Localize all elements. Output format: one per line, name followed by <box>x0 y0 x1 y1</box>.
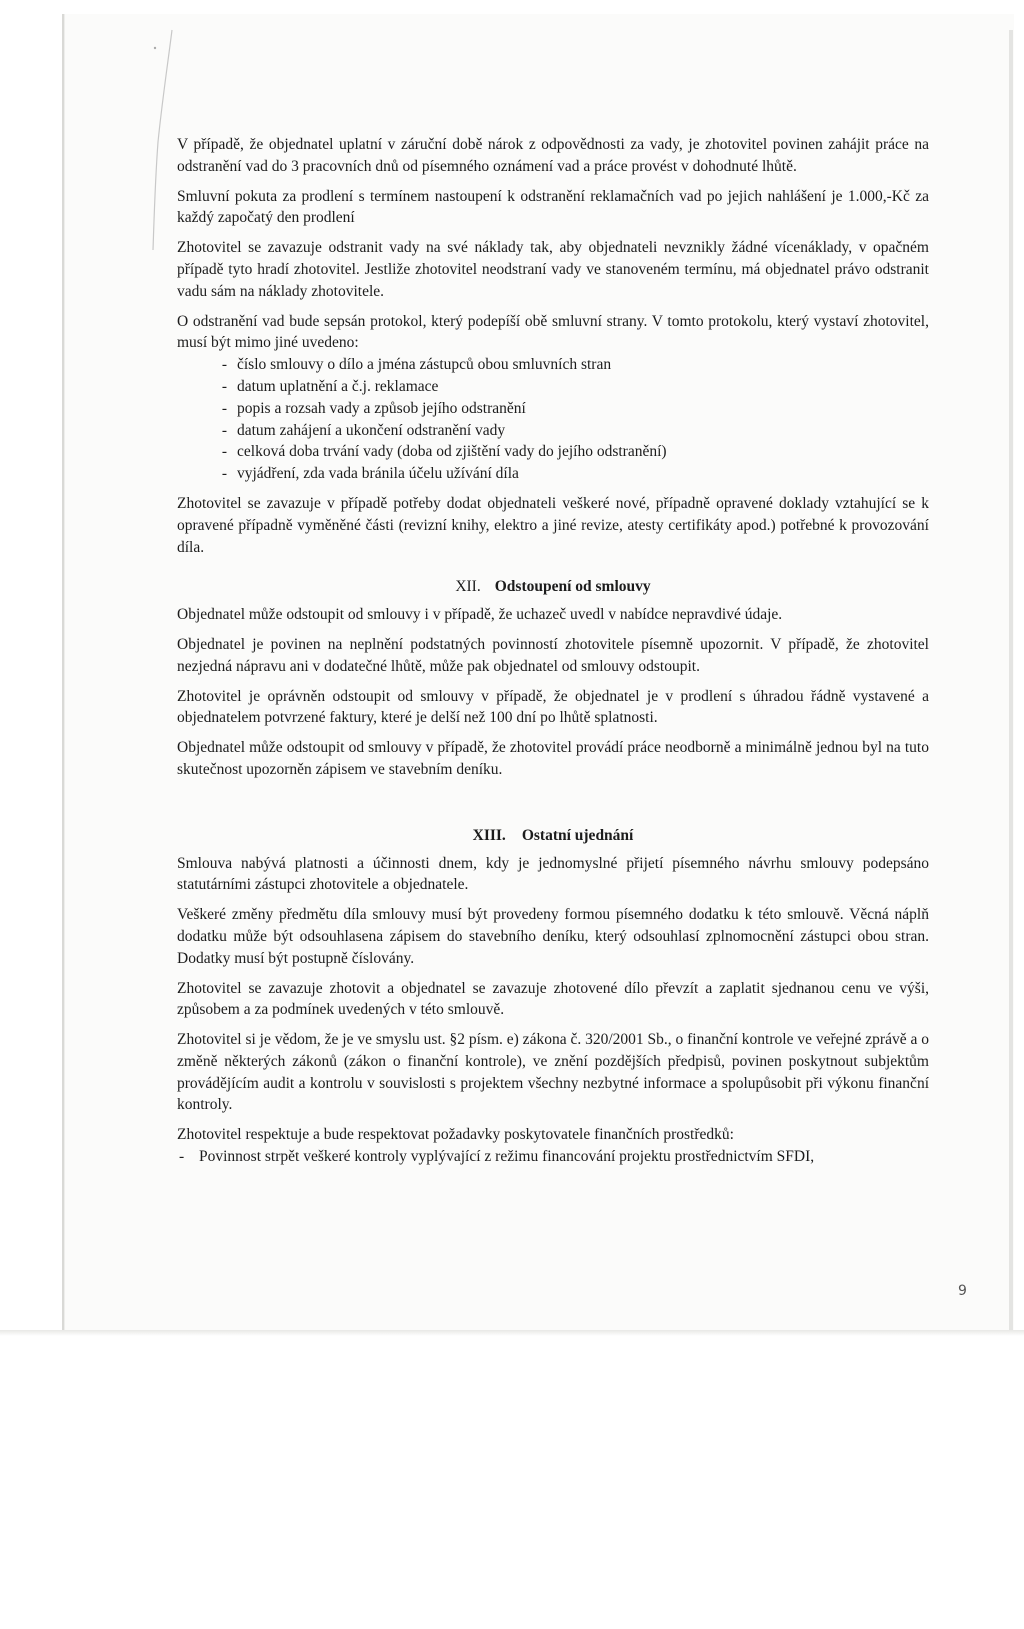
paragraph-penalty: Smluvní pokuta za prodlení s termínem nastoupení k odstranění reklamačních vad po jejich nahlášení je 1.000,-Kč za každý započatý den prodlení <box>177 187 929 227</box>
list-item: - vyjádření, zda vada bránila účelu užívání díla <box>177 463 929 485</box>
page-bottom-edge <box>0 1330 1024 1336</box>
protocol-list <box>177 354 929 485</box>
section-title: Odstoupení od smlouvy <box>494 578 651 596</box>
page-number: 9 <box>958 1283 967 1299</box>
section-title: Ostatní ujednání <box>521 826 634 844</box>
section-number: XII. <box>455 578 481 596</box>
list-item: - datum zahájení a ukončení odstranění vady <box>177 420 929 442</box>
paragraph-defect-costs: Zhotovitel se zavazuje odstranit vady na své náklady tak, aby objednateli nevznikly žádné vícenáklady, v opačném případě tyto hradí zhotovitel. Jestliže zhotovitel neodstraní vady ve stanoveném termínu, má objednatel právo odstranit vadu sám na náklady zhotovitele. <box>177 239 929 300</box>
funding-list <box>177 1146 929 1168</box>
section-heading-xiii <box>177 825 929 847</box>
document-body <box>177 134 929 1168</box>
list-item: - číslo smlouvy o dílo a jména zástupců obou smluvních stran <box>177 354 929 376</box>
paragraph-funding-requirements: Zhotovitel respektuje a bude respektovat požadavky poskytovatele finančních prostředků: <box>177 1126 734 1144</box>
list-item: - popis a rozsah vady a způsob jejího odstranění <box>177 398 929 420</box>
paragraph-amendments: Veškeré změny předmětu díla smlouvy musí být provedeny formou písemného dodatku k této smlouvě. Věcná náplň dodatku může být odsouhlasena zápisem do stavebního deníku, který odsouhlasí zplnomocnění zástupci obou stran. Dodatky musí být postupně číslovány. <box>177 906 929 967</box>
paragraph-withdraw-contractor: Zhotovitel je oprávněn odstoupit od smlouvy v případě, že objednatel je v prodlení s úhradou řádně vystavené a objednatelem potvrzené faktury, které je delší než 100 dní po lhůtě splatnosti. <box>177 687 929 727</box>
paragraph-financial-control: Zhotovitel si je vědom, že je ve smyslu ust. §2 písm. e) zákona č. 320/2001 Sb., o finanční kontrole ve veřejné zprávě a o změně některých zákonů (zákon o finanční kontrole), ve znění pozdějších předpisů, povinen poskytnout subjektům provádějícím audit a kontrolu v souvislosti s projektem všechny nezbytné informace a spolupůsobit při výkonu finanční kontroly. <box>177 1031 929 1114</box>
paragraph-withdraw-unprofessional: Objednatel může odstoupit od smlouvy v případě, že zhotovitel provádí práce neodborně a minimálně jednou byl na tuto skutečnost upozorněn zápisem ve stavebním deníku. <box>177 739 929 778</box>
paragraph-warranty-start: V případě, že objednatel uplatní v záruční době nárok z odpovědnosti za vady, je zhotovitel povinen zahájit práce na odstranění vad do 3 pracovních dnů od písemného oznámení vad a práce provést v dohodnuté lhůtě. <box>177 136 929 175</box>
section-heading-xii <box>177 576 929 598</box>
paragraph-obligation: Zhotovitel se zavazuje zhotovit a objednatel se zavazuje zhotovené dílo převzít a zaplatit sjednanou cenu ve výši, způsobem a za podmínek uvedených v této smlouvě. <box>177 979 929 1019</box>
paragraph-withdraw-false-data: Objednatel může odstoupit od smlouvy i v případě, že uchazeč uvedl v nabídce nepravdivé údaje. <box>177 606 783 624</box>
page-edge-shadow <box>1009 30 1013 1330</box>
paragraph-withdraw-notice: Objednatel je povinen na neplnění podstatných povinností zhotovitele písemně upozornit. V případě, že zhotovitel nezjedná nápravu ani v dodatečné lhůtě, může pak objednatel od smlouvy odstoupit. <box>177 635 929 675</box>
section-number: XIII. <box>472 826 506 844</box>
paragraph-documents: Zhotovitel se zavazuje v případě potřeby dodat objednateli veškeré nové, případně opravené doklady vztahující se k opravené případně vyměněné části (revizní knihy, elektro a jiné revize, atesty certifikáty apod.) potřebné k provozování díla. <box>177 494 929 556</box>
list-item: - Povinnost strpět veškeré kontroly vyplývající z režimu financování projektu prostřednictvím SFDI, <box>177 1146 929 1168</box>
paragraph-protocol: O odstranění vad bude sepsán protokol, který podepíší obě smluvní strany. V tomto protokolu, který vystaví zhotovitel, musí být mimo jiné uvedeno: <box>177 312 929 352</box>
list-item: - celková doba trvání vady (doba od zjištění vady do jejího odstranění) <box>177 441 929 463</box>
list-item: - datum uplatnění a č.j. reklamace <box>177 376 929 398</box>
paragraph-validity: Smlouva nabývá platnosti a účinnosti dnem, kdy je jednomyslné přijetí písemného návrhu smlouvy podepsáno statutárními zástupci zhotovitele a objednatele. <box>177 854 929 894</box>
